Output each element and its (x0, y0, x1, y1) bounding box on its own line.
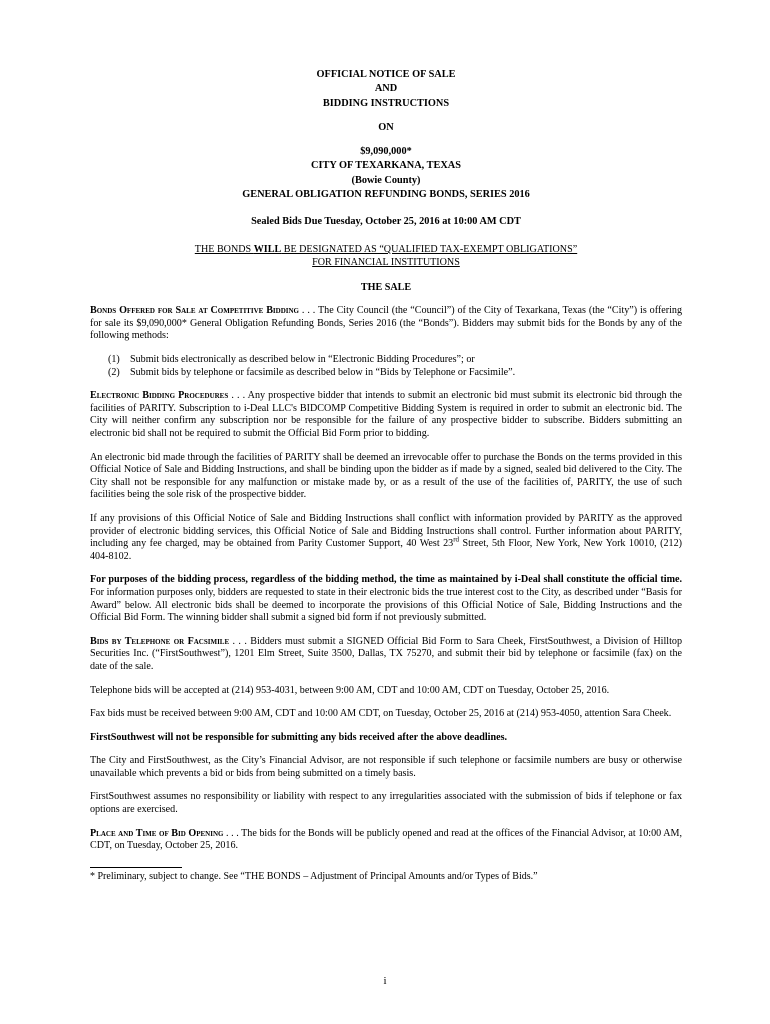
paragraph-heading: Place and Time of Bid Opening (90, 827, 224, 839)
paragraph: Electronic Bidding Procedures . . . Any prospective bidder that intends to submit an electronic bid must submit its electronic bid through the facilities of PARITY. Subscription to i-Deal LLC's BIDCOMP Competitive Bidding System is required in order to submit an electronic bid. The City will neither confirm any subscription nor be responsible for the failure of any prospective bidder to subscribe. Bidders submitting an electronic bid shall not be required to submit the Official Bid Form prior to bidding. (90, 390, 682, 440)
footnote-rule (90, 867, 182, 868)
section-title: THE SALE (360, 281, 412, 293)
footnote: * Preliminary, subject to change. See “THE BONDS – Adjustment of Principal Amounts and/or Types of Bids.” (90, 870, 538, 882)
paragraph: For purposes of the bidding process, regardless of the bidding method, the time as maintained by i-Deal shall constitute the official time. For information purposes only, bidders are requested to state in their electronic bids the true interest cost to the City, as described under “Basis for Award” below. All electronic bids shall be deemed to incorporate the provisions of this Official Notice of Sale, Bidding Instructions and the Official Bid Form. The winning bidder shall submit a signed bid form if not previously submitted. (90, 574, 682, 624)
designation: THE BONDS WILL BE DESIGNATED AS “QUALIFIED TAX-EXEMPT OBLIGATIONS” FOR FINANCIAL INSTITUTIONS (194, 243, 578, 268)
title-line: ON (378, 121, 394, 133)
document-page (90, 68, 682, 883)
paragraph: Bonds Offered for Sale at Competitive Bidding . . . The City Council (the “Council”) of the City of Texarkana, Texas (the “City”) is offering for sale its $9,090,000* General Obligation Refunding Bonds, Series 2016 (the “Bonds”). Bidders may submit bids for the Bonds by any of the following methods: (90, 305, 683, 342)
title-line: BIDDING INSTRUCTIONS (322, 97, 450, 109)
paragraph: An electronic bid made through the facilities of PARITY shall be deemed an irrevocable offer to purchase the Bonds on the terms provided in this Official Notice of Sale and Bidding Instructions, and shall be binding upon the bidder as if made by a signed, sealed bid delivered to the City. The City shall not be responsible for any malfunction or mistake made by, or as a result of the use of the facilities of, PARITY, the use of such facilities being the sole risk of the prospective bidder. (90, 451, 682, 501)
title-line: AND (374, 83, 398, 95)
page-number: i (383, 975, 387, 987)
county: (Bowie County) (351, 174, 421, 186)
title-block (90, 68, 682, 230)
issuer-name: CITY OF TEXARKANA, TEXAS (311, 160, 461, 172)
paragraph: FirstSouthwest assumes no responsibility or liability with respect to any irregularities associated with the submission of bids if telephone or fax options are exercised. (90, 791, 682, 816)
bid-methods-list (108, 354, 682, 379)
bid-due-date: Sealed Bids Due Tuesday, October 25, 2016 at 10:00 AM CDT (251, 216, 521, 228)
paragraph: The City and FirstSouthwest, as the City’s Financial Advisor, are not responsible if such telephone or facsimile numbers are busy or otherwise unavailable which prevents a bid or bids from being submitted on a timely basis. (90, 755, 682, 779)
paragraph: Telephone bids will be accepted at (214) 953-4031, between 9:00 AM, CDT and 10:00 AM, CDT on Tuesday, October 25, 2016. (90, 684, 610, 696)
list-item: (1) Submit bids electronically as described below in “Electronic Bidding Procedures”; or (108, 354, 475, 366)
list-item: (2) Submit bids by telephone or facsimile as described below in “Bids by Telephone or Facsimile”. (108, 366, 516, 378)
paragraph-heading: Bonds Offered for Sale at Competitive Bidding (90, 305, 299, 317)
paragraph-heading: Electronic Bidding Procedures (90, 390, 229, 402)
title-line: OFFICIAL NOTICE OF SALE (316, 69, 456, 80)
paragraph-heading: Bids by Telephone or Facsimile (90, 635, 230, 647)
paragraph: If any provisions of this Official Notice of Sale and Bidding Instructions shall conflict with information provided by PARITY as the approved provider of electronic bidding services, this Official Notice of Sale and Bidding Instructions shall control. Further information about PARITY, including any fee charged, may be obtained from Parity Customer Support, 40 West 23rd Street, 5th Floor, New York, New York 10010, (212) 404-8102. (90, 512, 682, 562)
amount: $9,090,000* (360, 146, 412, 158)
paragraph: FirstSouthwest will not be responsible for submitting any bids received after the above deadlines. (90, 731, 508, 743)
paragraph: Place and Time of Bid Opening . . . The bids for the Bonds will be publicly opened and read at the offices of the Financial Advisor, at 10:00 AM, CDT, on Tuesday, October 25, 2016. (90, 827, 682, 852)
bond-series: GENERAL OBLIGATION REFUNDING BONDS, SERIES 2016 (242, 189, 530, 201)
paragraph: Fax bids must be received between 9:00 AM, CDT and 10:00 AM CDT, on Tuesday, October 25, 2016 at (214) 953-4050, attention Sara Cheek. (90, 708, 672, 720)
paragraph: Bids by Telephone or Facsimile . . . Bidders must submit a SIGNED Official Bid Form to Sara Cheek, FirstSouthwest, a Division of Hilltop Securities Inc. (“FirstSouthwest”), 1201 Elm Street, Suite 3500, Dallas, TX 75270, and submit their bid by telephone or facsimile (fax) on the date of the sale. (90, 635, 682, 672)
